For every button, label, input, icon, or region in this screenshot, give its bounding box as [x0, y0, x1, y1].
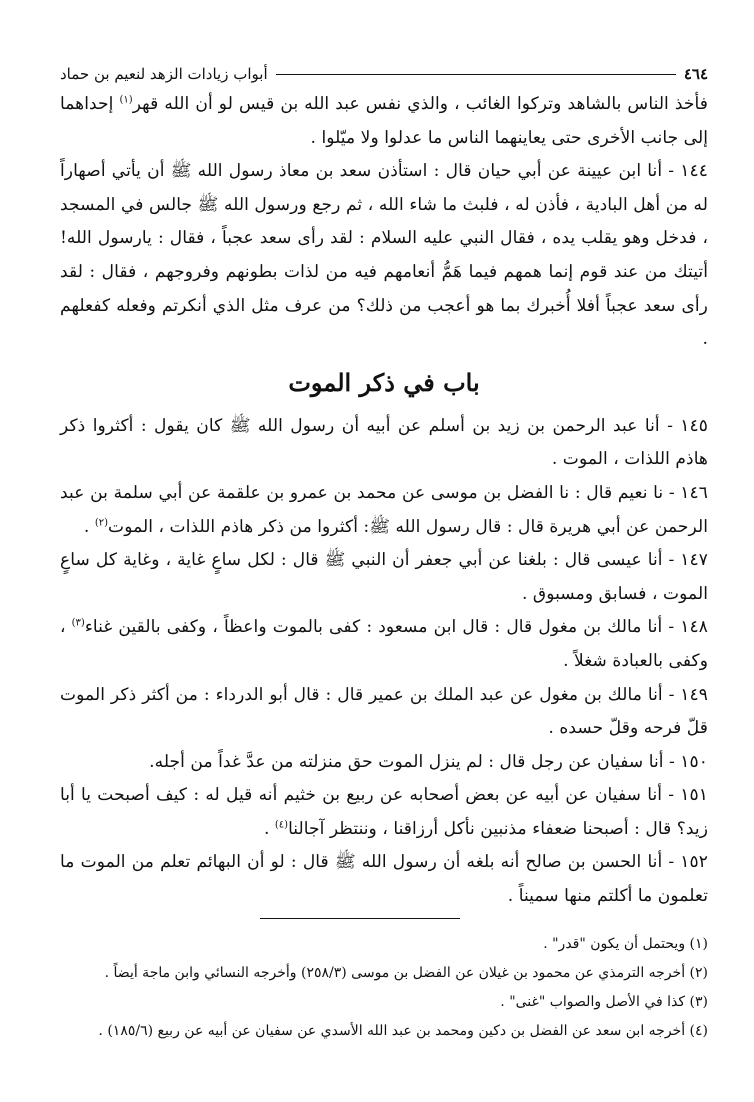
paragraph-text: ١٤٤ - أنا ابن عيينة عن أبي حيان قال : استأذن سعد بن معاذ رسول الله ﷺ أن يأتي أصهاراً له من أهل البادية ، فأذن له ، فلبث ما شاء الله ، ثم رجع ورسول الله ﷺ جالس في المسجد ، فدخل وهو يقلب يده ، فقال النبي عليه السلام : لقد رأى سعد عجباً ، فقال : يارسول الله! أتيتك من عند قوم إنما همهم فيما هَمُّ أنعامهم فيه من لذات بطونهم وفروجهم ، فقال : لقد رأى سعد عجباً أفلا أُخبرك بما هو أعجب من ذلك؟ من عرف مثل الذي أنكرتم وفعله كفعلهم . — [60, 161, 708, 350]
hadith-text-cont: . — [263, 818, 275, 839]
paragraph-text-cont: إحداهما إلى جانب الأخرى حتى يعاينهما الناس ما عدلوا ولا ميّلوا . — [60, 94, 708, 148]
page-number: ٤٦٤ — [683, 65, 708, 83]
running-header — [60, 62, 708, 86]
hadith-paragraph — [60, 746, 708, 780]
hadith-text-cont: ، وكفى بالعبادة شغلاً . — [60, 617, 708, 671]
footnote: (٣) كذا في الأصل والصواب "غنى" . — [500, 994, 708, 1010]
hadith-paragraph — [60, 544, 708, 611]
hadith-paragraph — [60, 779, 708, 846]
footnote-ref: (١) — [119, 94, 133, 106]
footnote: (٢) أخرجه الترمذي عن محمود بن غيلان عن الفضل بن موسى (٢٥٨/٣) وأخرجه النسائي وابن ماجة أيضاً . — [104, 965, 708, 981]
hadith-paragraph — [60, 410, 708, 477]
footnote: (٤) أخرجه ابن سعد عن الفضل بن دكين ومحمد بن عبد الله الأسدي عن سفيان عن أبيه عن ربيع (١٨٥/٦) . — [98, 1023, 708, 1039]
hadith-text: ١٥٢ - أنا الحسن بن صالح أنه بلغه أن رسول الله ﷺ قال : لو أن البهائم تعلم من الموت ما تعلمون ما أكلتم منها سميناً . — [60, 852, 708, 907]
hadith-text-cont: . — [83, 516, 95, 537]
hadith-text: ١٤٦ - نا نعيم قال : نا الفضل بن موسى عن محمد بن عمرو بن علقمة عن أبي سلمة بن عبد الرحمن عن أبي هريرة قال : قال رسول الله ﷺ: أكثروا من ذكر هاذم اللذات ، الموت — [60, 482, 708, 537]
hadith-paragraph — [60, 846, 708, 913]
hadith-paragraph — [60, 679, 708, 746]
chapter-title: باب في ذكر الموت — [288, 367, 480, 397]
footnote-separator — [260, 918, 460, 919]
footnote-ref: (٣) — [71, 617, 85, 629]
footnotes — [60, 930, 708, 1046]
footnote-ref: (٢) — [94, 516, 109, 528]
paragraph — [60, 88, 708, 155]
hadith-text: ١٥١ - أنا سفيان عن أبيه عن بعض أصحابه عن ربيع بن خثيم أنه قيل له : كيف أصبحت يا أبا زيد؟ قال : أصبحنا ضعفاء مذنبين نأكل أرزاقنا ، وننتظر آجالنا — [60, 785, 708, 839]
hadith-paragraph — [60, 477, 708, 544]
hadith-text: ١٤٧ - أنا عيسى قال : بلغنا عن أبي جعفر أن النبي ﷺ قال : لكل ساعٍ غاية ، وغاية كل ساعٍ الموت ، فسابق ومسبوق . — [60, 550, 708, 604]
page-body — [60, 62, 708, 914]
paragraph-text: فأخذ الناس بالشاهد وتركوا الغائب ، والذي نفس عبد الله بن قيس لو أن الله قهر — [132, 94, 708, 114]
footnote: (١) ويحتمل أن يكون "قدر" . — [543, 936, 708, 952]
main-text — [60, 88, 708, 914]
hadith-text: ١٥٠ - أنا سفيان عن رجل قال : لم ينزل الموت حق منزلته من عدَّ غداً من أجله. — [149, 751, 708, 772]
hadith-paragraph — [60, 611, 708, 678]
footnote-ref: (٤) — [274, 819, 289, 831]
header-rule — [276, 74, 676, 75]
hadith-text: ١٤٨ - أنا مالك بن مغول قال : قال ابن مسعود : كفى بالموت واعظاً ، وكفى بالقين غناء — [84, 617, 708, 638]
paragraph — [60, 155, 708, 357]
hadith-text: ١٤٩ - أنا مالك بن مغول عن عبد الملك بن عمير قال : قال أبو الدرداء : من أكثر ذكر الموت قلّ فرحه وقلّ حسده . — [60, 684, 708, 739]
running-title: أبواب زيادات الزهد لنعيم بن حماد — [60, 65, 268, 83]
hadith-text: ١٤٥ - أنا عبد الرحمن بن زيد بن أسلم عن أبيه أن رسول الله ﷺ كان يقول : أكثروا ذكر هاذم اللذات ، الموت . — [60, 415, 708, 470]
